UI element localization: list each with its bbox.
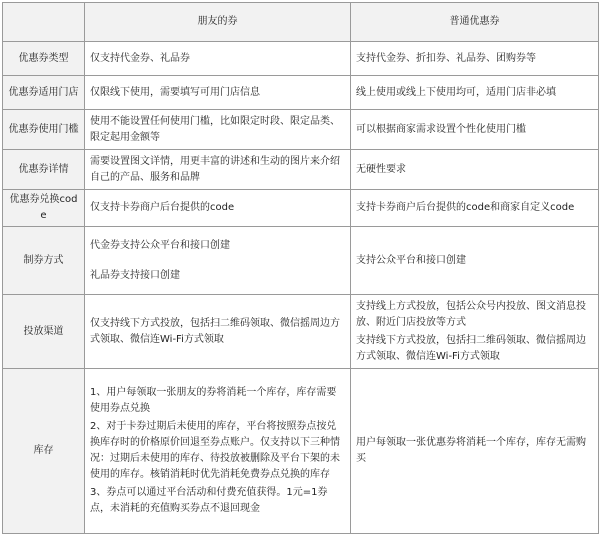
cell-text: 仅支持线下方式投放，包括扫二维码领取、微信摇周边方式领取、微信连Wi-Fi方式领取 [90,317,340,345]
cell-text: 支持线上方式投放，包括公众号内投放、图文消息投放、附近门店投放等方式 [356,300,586,328]
normal-cell [351,42,599,76]
table-row [3,76,599,110]
cell-text: 礼品券支持接口创建 [90,269,180,281]
row-label: 投放渠道 [3,295,85,369]
normal-cell [351,76,599,110]
normal-cell [351,295,599,369]
row-label: 优惠券详情 [3,150,85,190]
row-label: 优惠券适用门店 [3,76,85,110]
cell-text: 1、用户每领取一张朋友的券将消耗一个库存，库存需要使用券点兑换 [90,387,337,414]
row-label: 优惠券使用门槛 [3,110,85,150]
normal-cell [351,110,599,150]
cell-text: 支持线下方式投放，包括扫二维码领取、微信摇周边方式领取、微信连Wi-Fi方式领取 [356,334,586,362]
cell-text: 可以根据商家需求设置个性化使用门槛 [356,123,526,135]
normal-coupon-header: 普通优惠券 [351,3,599,42]
cell-text: 3、券点可以通过平台活动和付费充值获得。1元=1券点，未消耗的充值购买券点不退回现金 [90,487,328,514]
friend-cell [85,227,351,295]
normal-cell [351,369,599,534]
table-row [3,227,599,295]
cell-text: 支持公众平台和接口创建 [356,254,466,266]
cell-text: 支持卡券商户后台提供的code和商家自定义code [356,202,575,213]
row-label: 优惠券类型 [3,42,85,76]
header-row [3,3,599,42]
table-row [3,42,599,76]
cell-text: 需要设置图文详情，用更丰富的讲述和生动的图片来介绍自己的产品、服务和品牌 [90,155,340,183]
corner-header [3,3,85,42]
cell-text: 代金券支持公众平台和接口创建 [90,239,230,251]
row-label: 制券方式 [3,227,85,295]
normal-cell [351,150,599,190]
cell-text: 仅限线下使用，需要填写可用门店信息 [90,86,260,98]
table-row [3,190,599,227]
table-row [3,295,599,369]
cell-text: 仅支持代金券、礼品券 [90,52,190,64]
comparison-table [2,2,599,534]
friend-cell [85,76,351,110]
friend-cell [85,295,351,369]
cell-text: 用户每领取一张优惠券将消耗一个库存，库存无需购买 [356,437,586,464]
friend-cell [85,42,351,76]
friend-cell [85,150,351,190]
friend-cell [85,190,351,227]
cell-text: 2、对于卡券过期后未使用的库存，平台将按照券点按兑换库存时的价格原价回退至券点账户。仅支持以下三种情况：过期后未使用的库存、待投放被删除及平台下架的未使用的库存。核销消耗时优先消耗免费券点兑换的库存 [90,421,340,480]
cell-text: 线上使用或线上下使用均可，适用门店非必填 [356,86,556,98]
table-row [3,150,599,190]
row-label: 库存 [3,369,85,534]
friend-coupon-header: 朋友的券 [85,3,351,42]
normal-cell [351,227,599,295]
cell-text: 仅支持卡券商户后台提供的code [90,202,235,213]
friend-cell [85,110,351,150]
normal-cell [351,190,599,227]
cell-text: 无硬性要求 [356,163,406,175]
table-row [3,369,599,534]
row-label: 优惠券兑换code [3,190,85,227]
cell-text: 支持代金券、折扣券、礼品券、团购券等 [356,52,536,64]
friend-cell [85,369,351,534]
cell-text: 使用不能设置任何使用门槛，比如限定时段、限定品类、限定起用金额等 [90,115,340,143]
table-row [3,110,599,150]
